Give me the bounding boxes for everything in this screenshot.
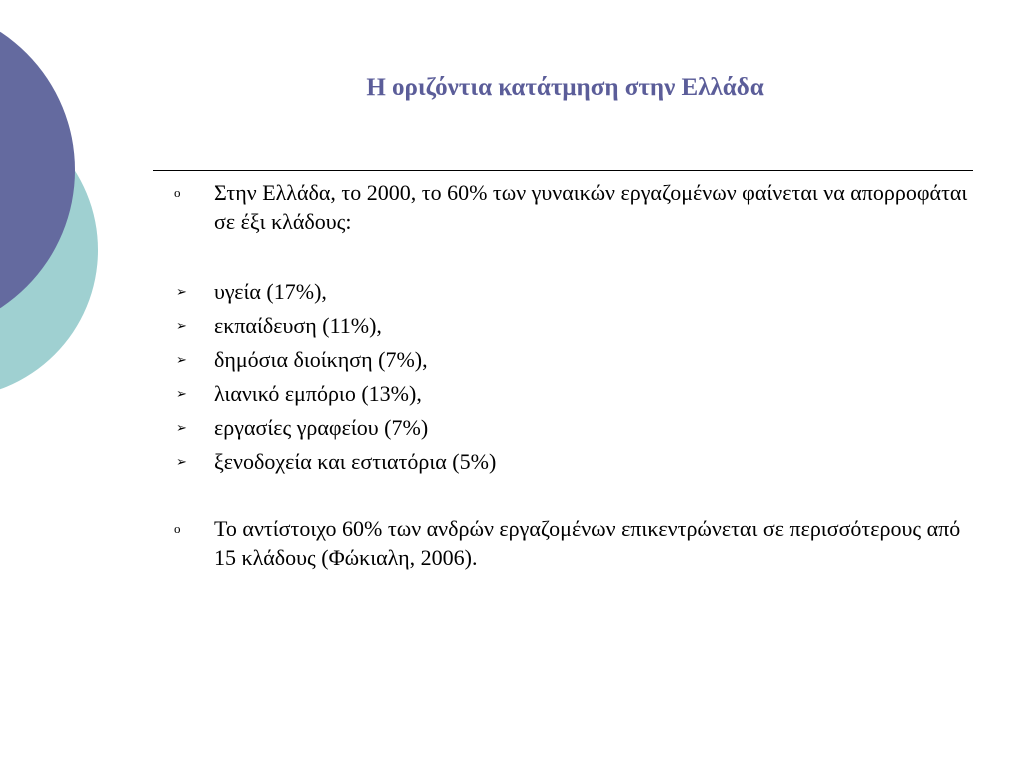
arrow-bullet-icon: ➢ bbox=[176, 352, 187, 367]
sector-item bbox=[170, 277, 970, 306]
outro-text: Το αντίστοιχο 60% των ανδρών εργαζομένων επικεντρώνεται σε περισσότερους από 15 κλάδους (Φώκιαλη, 2006). bbox=[214, 516, 961, 570]
sector-text: υγεία (17%), bbox=[214, 279, 327, 304]
arrow-bullet-icon: ➢ bbox=[176, 386, 187, 401]
sector-item bbox=[170, 379, 970, 408]
sector-item bbox=[170, 345, 970, 374]
decorative-circles bbox=[0, 0, 120, 420]
slide-body bbox=[170, 178, 970, 572]
sector-text: εργασίες γραφείου (7%) bbox=[214, 415, 429, 440]
sector-text: δημόσια διοίκηση (7%), bbox=[214, 347, 428, 372]
arrow-bullet-icon: ➢ bbox=[176, 318, 187, 333]
circle-bullet-icon: o bbox=[174, 521, 181, 536]
circle-bullet-icon: o bbox=[174, 185, 181, 200]
slide-title: Η οριζόντια κατάτμηση στην Ελλάδα bbox=[366, 74, 764, 101]
sector-item bbox=[170, 413, 970, 442]
sector-item bbox=[170, 311, 970, 340]
intro-bullet bbox=[170, 178, 970, 236]
arrow-bullet-icon: ➢ bbox=[176, 454, 187, 469]
outro-bullet bbox=[170, 514, 970, 572]
sector-text: εκπαίδευση (11%), bbox=[214, 313, 382, 338]
sector-text: λιανικό εμπόριο (13%), bbox=[214, 381, 422, 406]
sector-text: ξενοδοχεία και εστιατόρια (5%) bbox=[214, 449, 497, 474]
sector-item bbox=[170, 447, 970, 476]
arrow-bullet-icon: ➢ bbox=[176, 420, 187, 435]
title-divider bbox=[153, 170, 973, 171]
arrow-bullet-icon: ➢ bbox=[176, 284, 187, 299]
intro-text: Στην Ελλάδα, το 2000, το 60% των γυναικών εργαζομένων φαίνεται να απορροφάται σε έξι κλάδους: bbox=[214, 180, 968, 234]
